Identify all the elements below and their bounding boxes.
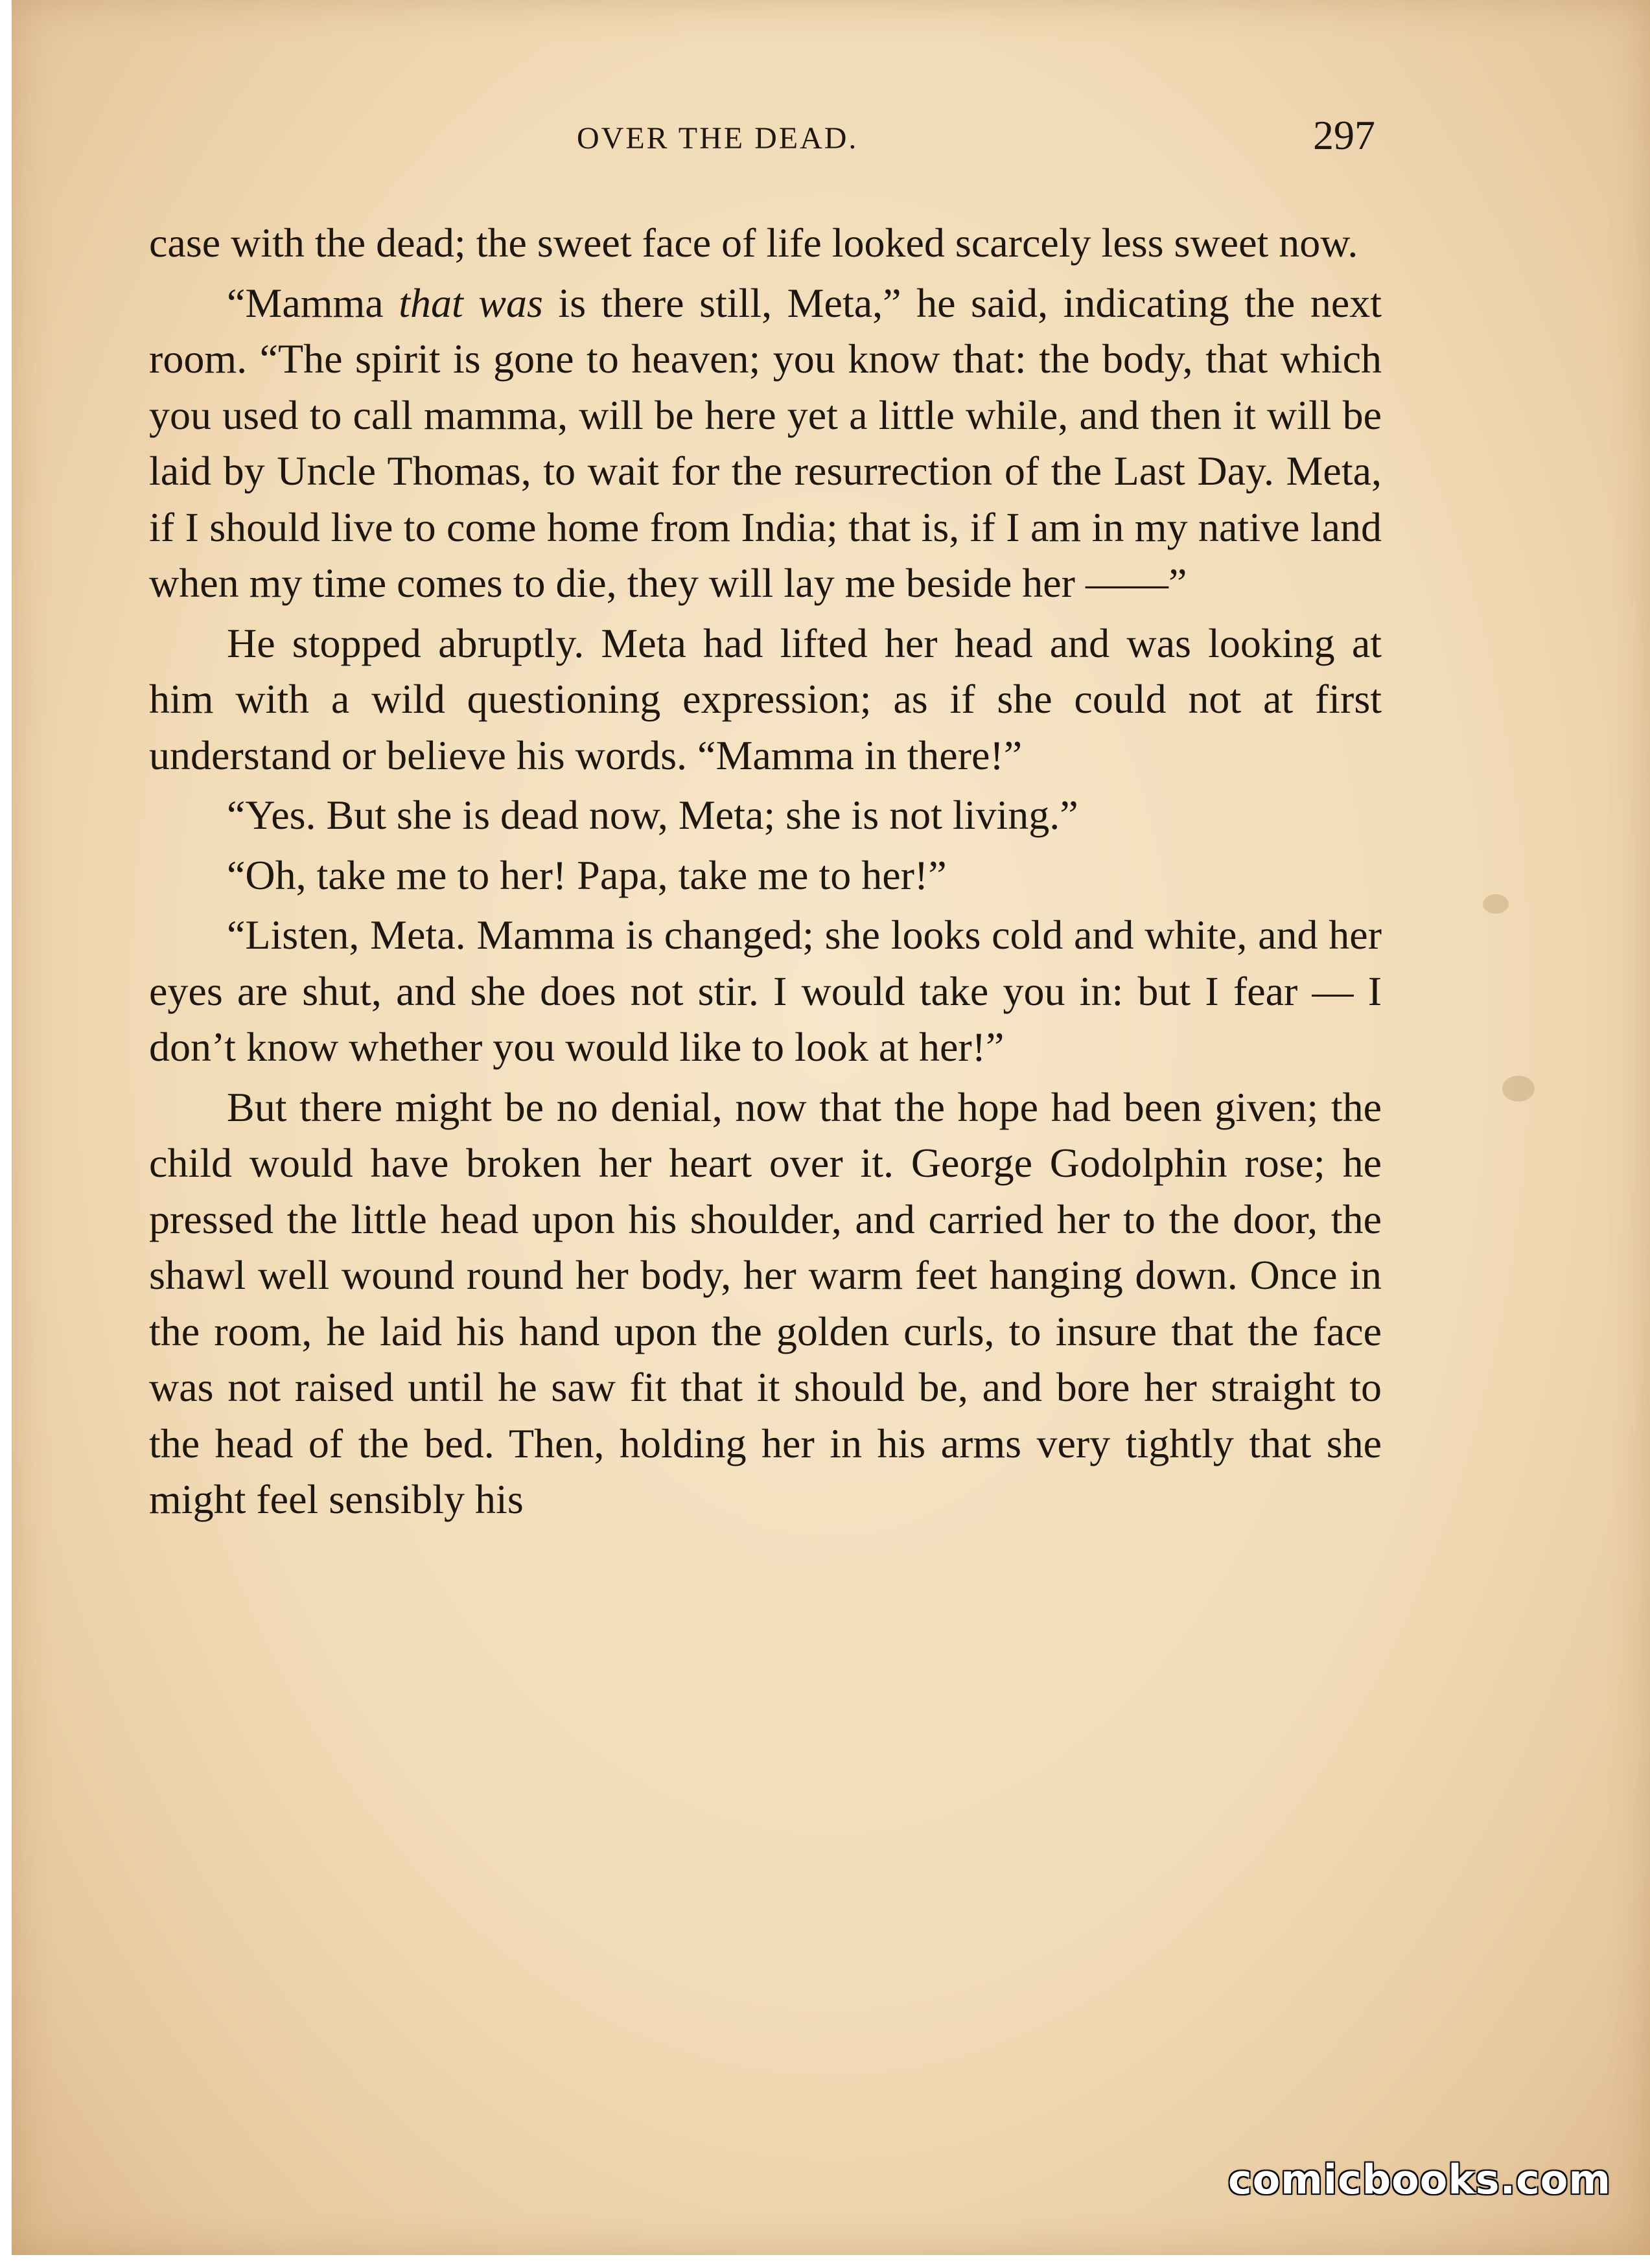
paragraph xyxy=(149,275,1382,612)
body-text xyxy=(149,215,1382,1532)
paragraph-text: “Mamma xyxy=(227,279,399,326)
paragraph: case with the dead; the sweet face of life looked scarcely less sweet now. xyxy=(149,220,1358,266)
italic-text: that was xyxy=(399,279,543,326)
watermark: comicbooks.com xyxy=(1227,2156,1611,2203)
paragraph: “Oh, take me to her! Papa, take me to her!” xyxy=(227,851,947,898)
book-page xyxy=(12,0,1650,2255)
paragraph-text: is there still, Meta,” he said, indicating the next room. “The spirit is gone to heaven; you know that: the body, that which you used to call mamma, will be here yet a little while, and then it will be laid by Uncle Thomas, to wait for the resurrection of the Last Day. Meta, if I should live to come home from India; that is, if I am in my native land when my time comes to die, they will lay me beside her ——” xyxy=(149,279,1382,606)
running-title: OVER THE DEAD. xyxy=(577,121,859,156)
paragraph: “Yes. But she is dead now, Meta; she is not living.” xyxy=(227,792,1078,838)
page-stain xyxy=(1502,1076,1535,1102)
paragraph: He stopped abruptly. Meta had lifted her head and was looking at him with a wild questioning expression; as if she could not at first understand or believe his words. “Mamma in there!” xyxy=(149,619,1382,778)
page-stain xyxy=(1483,894,1509,914)
running-header xyxy=(12,111,1650,163)
paragraph: But there might be no denial, now that the hope had been given; the child would have broken her heart over it. George Godolphin rose; he pressed the little head upon his shoulder, and carried her to the door, the shawl well wound round her body, her warm feet hanging down. Once in the room, he laid his hand upon the golden curls, to insure that the face was not raised until he saw fit that it should be, and bore her straight to the head of the bed. Then, holding her in his arms very tightly that she might feel sensibly his xyxy=(149,1083,1382,1522)
paragraph: “Listen, Meta. Mamma is changed; she looks cold and white, and her eyes are shut, and she does not stir. I would take you in: but I fear — I don’t know whether you would like to look at her!” xyxy=(149,912,1382,1070)
page-number: 297 xyxy=(1313,112,1375,158)
